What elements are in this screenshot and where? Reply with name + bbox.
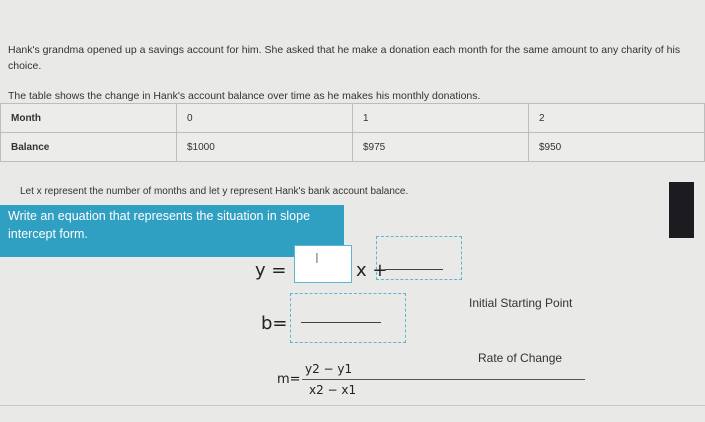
instruction-banner: Write an equation that represents the situation in slope intercept form. (0, 205, 344, 257)
equation-x-plus: x + (356, 260, 388, 281)
table-cell: $975 (353, 133, 529, 162)
table-row (1, 104, 705, 133)
slope-input[interactable] (294, 245, 352, 283)
table-cell: 2 (529, 104, 705, 133)
let-statement: Let x represent the number of months and let y represent Hank's bank account balance. (20, 186, 409, 197)
table-cell: $950 (529, 133, 705, 162)
rate-of-change-label: Rate of Change (478, 351, 563, 365)
slope-numerator: y2 − y1 (305, 362, 353, 376)
row-header-balance: Balance (1, 133, 177, 162)
table-cell: 1 (353, 104, 529, 133)
initial-starting-point-label: Initial Starting Point (469, 296, 573, 310)
table-cell: 0 (177, 104, 353, 133)
m-label: m= (277, 372, 301, 387)
table-cell: $1000 (177, 133, 353, 162)
equation-y-label: y = (255, 260, 287, 281)
data-table (0, 103, 705, 173)
text-cursor-icon: I (315, 252, 319, 267)
table-intro: The table shows the change in Hank's account balance over time as he makes his monthly donations. (8, 90, 481, 102)
divider (0, 405, 705, 406)
intercept-input[interactable] (376, 236, 462, 280)
b-label: b= (261, 313, 288, 334)
answer-line (385, 269, 443, 270)
table-row (1, 133, 705, 162)
row-header-month: Month (1, 104, 177, 133)
dark-block (669, 182, 694, 238)
slope-denominator: x2 − x1 (309, 383, 357, 397)
problem-text: Hank's grandma opened up a savings account for him. She asked that he make a donation each month for the same amount to any charity of his choice. (8, 44, 681, 72)
b-input[interactable] (290, 293, 406, 343)
answer-line (301, 322, 381, 323)
fraction-line (302, 379, 585, 380)
